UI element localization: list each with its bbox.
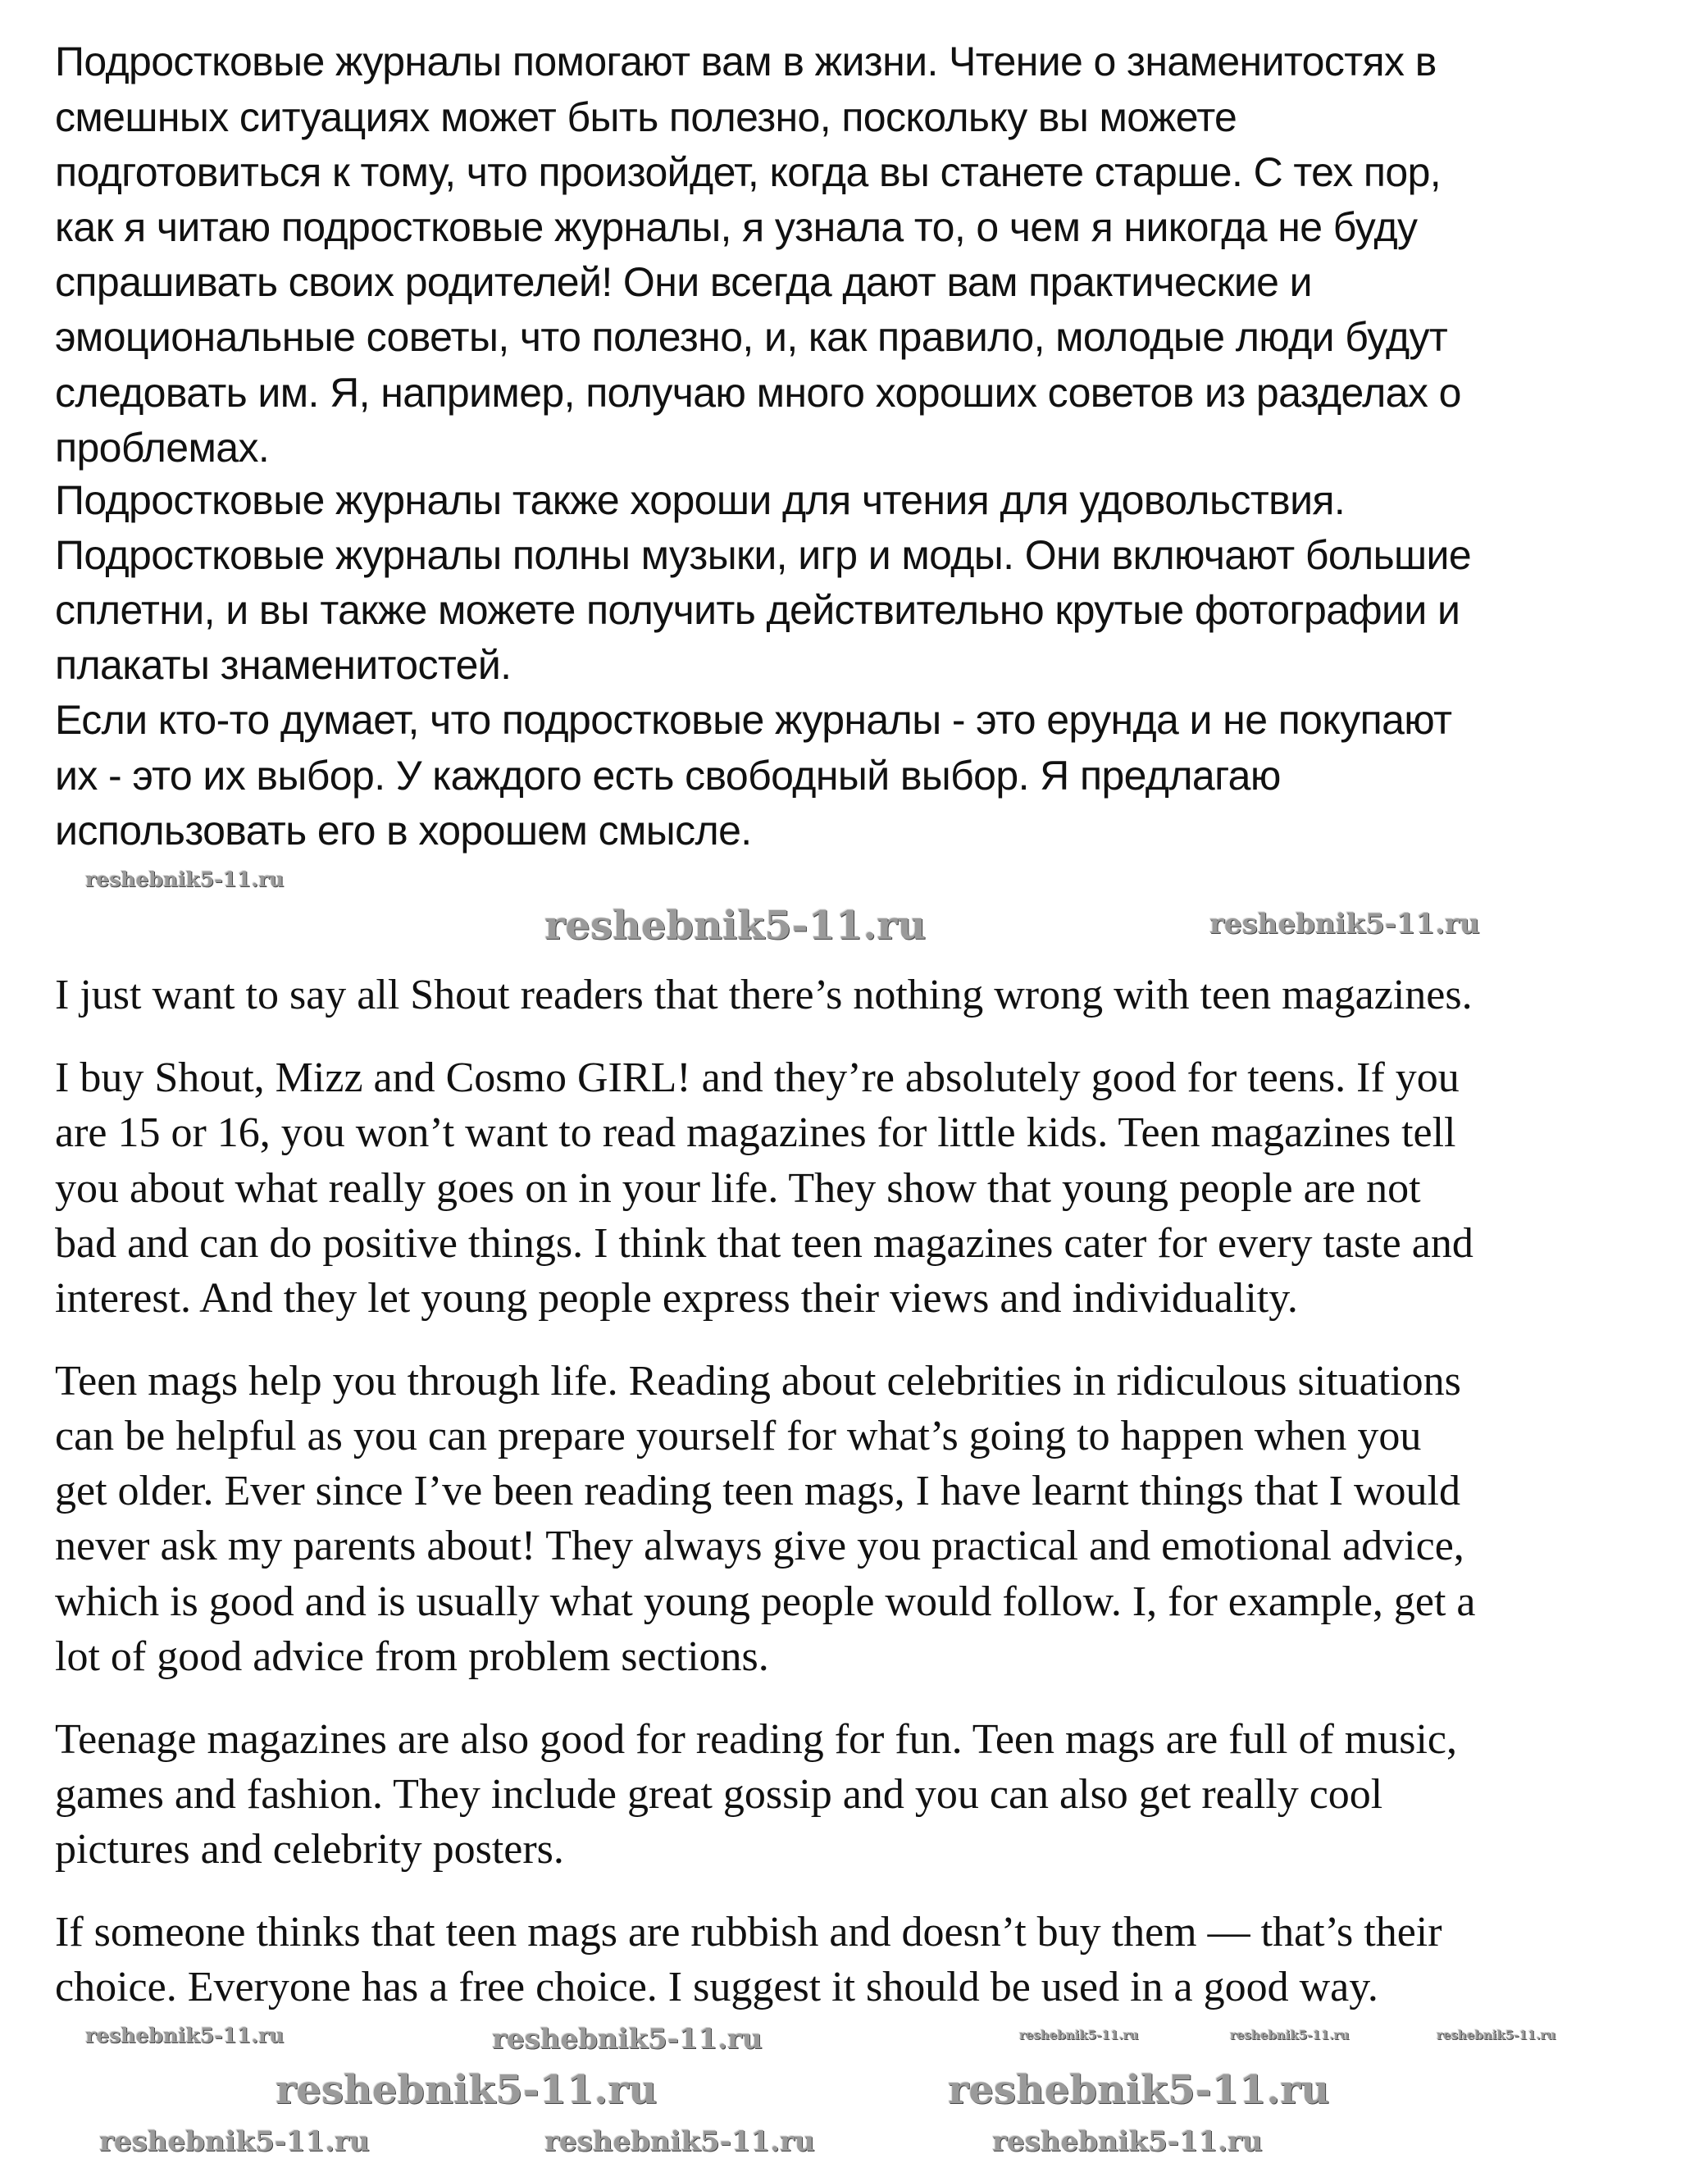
text-line: you about what really goes on in your life. They show that young people are not [55,1165,1421,1212]
text-line: If someone thinks that teen mags are rubbish and doesn’t buy them — that’s their [55,1909,1442,1956]
text-line: как я читаю подростковые журналы, я узнала то, о чем я никогда не буду [55,204,1418,250]
text-line: использовать его в хорошем смысле. [55,808,752,854]
watermark: reshebnik5-11.ru [992,2125,1263,2158]
watermark: reshebnik5-11.ru [948,2067,1330,2113]
text-line: bad and can do positive things. I think that teen magazines cater for every taste and [55,1220,1473,1267]
watermark: reshebnik5-11.ru [1019,2028,1139,2042]
text-line: games and fashion. They include great gossip and you can also get really cool [55,1771,1383,1818]
watermark: reshebnik5-11.ru [544,2125,815,2158]
text-line: Если кто-то думает, что подростковые журналы - это ерунда и не покупают [55,697,1452,743]
text-line: спрашивать своих родителей! Они всегда дают вам практические и [55,259,1313,305]
text-line: Подростковые журналы также хороши для чтения для удовольствия. [55,477,1346,523]
text-line: смешных ситуациях может быть полезно, поскольку вы можете [55,94,1237,140]
text-line: can be helpful as you can prepare yourself for what’s going to happen when you [55,1413,1422,1459]
watermark: reshebnik5-11.ru [276,2067,658,2113]
text-line: проблемах. [55,425,270,471]
text-line: interest. And they let young people express their views and individuality. [55,1275,1298,1322]
text-line: сплетни, и вы также можете получить действительно крутые фотографии и [55,587,1460,633]
watermark: reshebnik5-11.ru [492,2023,763,2056]
text-line: which is good and is usually what young people would follow. I, for example, get a [55,1578,1476,1625]
text-line: Teen mags help you through life. Reading about celebrities in ridiculous situations [55,1358,1461,1405]
watermark: reshebnik5-11.ru [99,2125,370,2158]
text-line: pictures and celebrity posters. [55,1826,564,1873]
watermark: reshebnik5-11.ru [1230,2028,1350,2042]
watermark: reshebnik5-11.ru [85,867,285,891]
text-line: плакаты знаменитостей. [55,642,512,688]
watermark: reshebnik5-11.ru [544,903,927,949]
text-line: are 15 or 16, you won’t want to read magazines for little kids. Teen magazines tell [55,1109,1456,1156]
text-line: их - это их выбор. У каждого есть свободный выбор. Я предлагаю [55,753,1281,799]
text-line: эмоциональные советы, что полезно, и, как правило, молодые люди будут [55,314,1448,360]
text-line: lot of good advice from problem sections. [55,1633,769,1680]
text-line: choice. Everyone has a free choice. I suggest it should be used in a good way. [55,1964,1378,2010]
text-line: Подростковые журналы помогают вам в жизни. Чтение о знаменитостях в [55,39,1437,84]
text-line: подготовиться к тому, что произойдет, когда вы станете старше. С тех пор, [55,149,1442,195]
text-line: следовать им. Я, например, получаю много хороших советов из разделах о [55,370,1461,416]
text-line: get older. Ever since I’ve been reading teen mags, I have learnt things that I would [55,1468,1460,1514]
text-line: Teenage magazines are also good for reading for fun. Teen mags are full of music, [55,1716,1457,1763]
text-line: I just want to say all Shout readers that there’s nothing wrong with teen magazines. [55,972,1473,1018]
text-line: Подростковые журналы полны музыки, игр и моды. Они включают большие [55,532,1472,578]
watermark: reshebnik5-11.ru [85,2024,285,2047]
text-line: never ask my parents about! They always give you practical and emotional advice, [55,1523,1464,1569]
watermark: reshebnik5-11.ru [1437,2028,1556,2042]
watermark: reshebnik5-11.ru [1209,908,1480,940]
text-line: I buy Shout, Mizz and Cosmo GIRL! and they’re absolutely good for teens. If you [55,1054,1460,1101]
